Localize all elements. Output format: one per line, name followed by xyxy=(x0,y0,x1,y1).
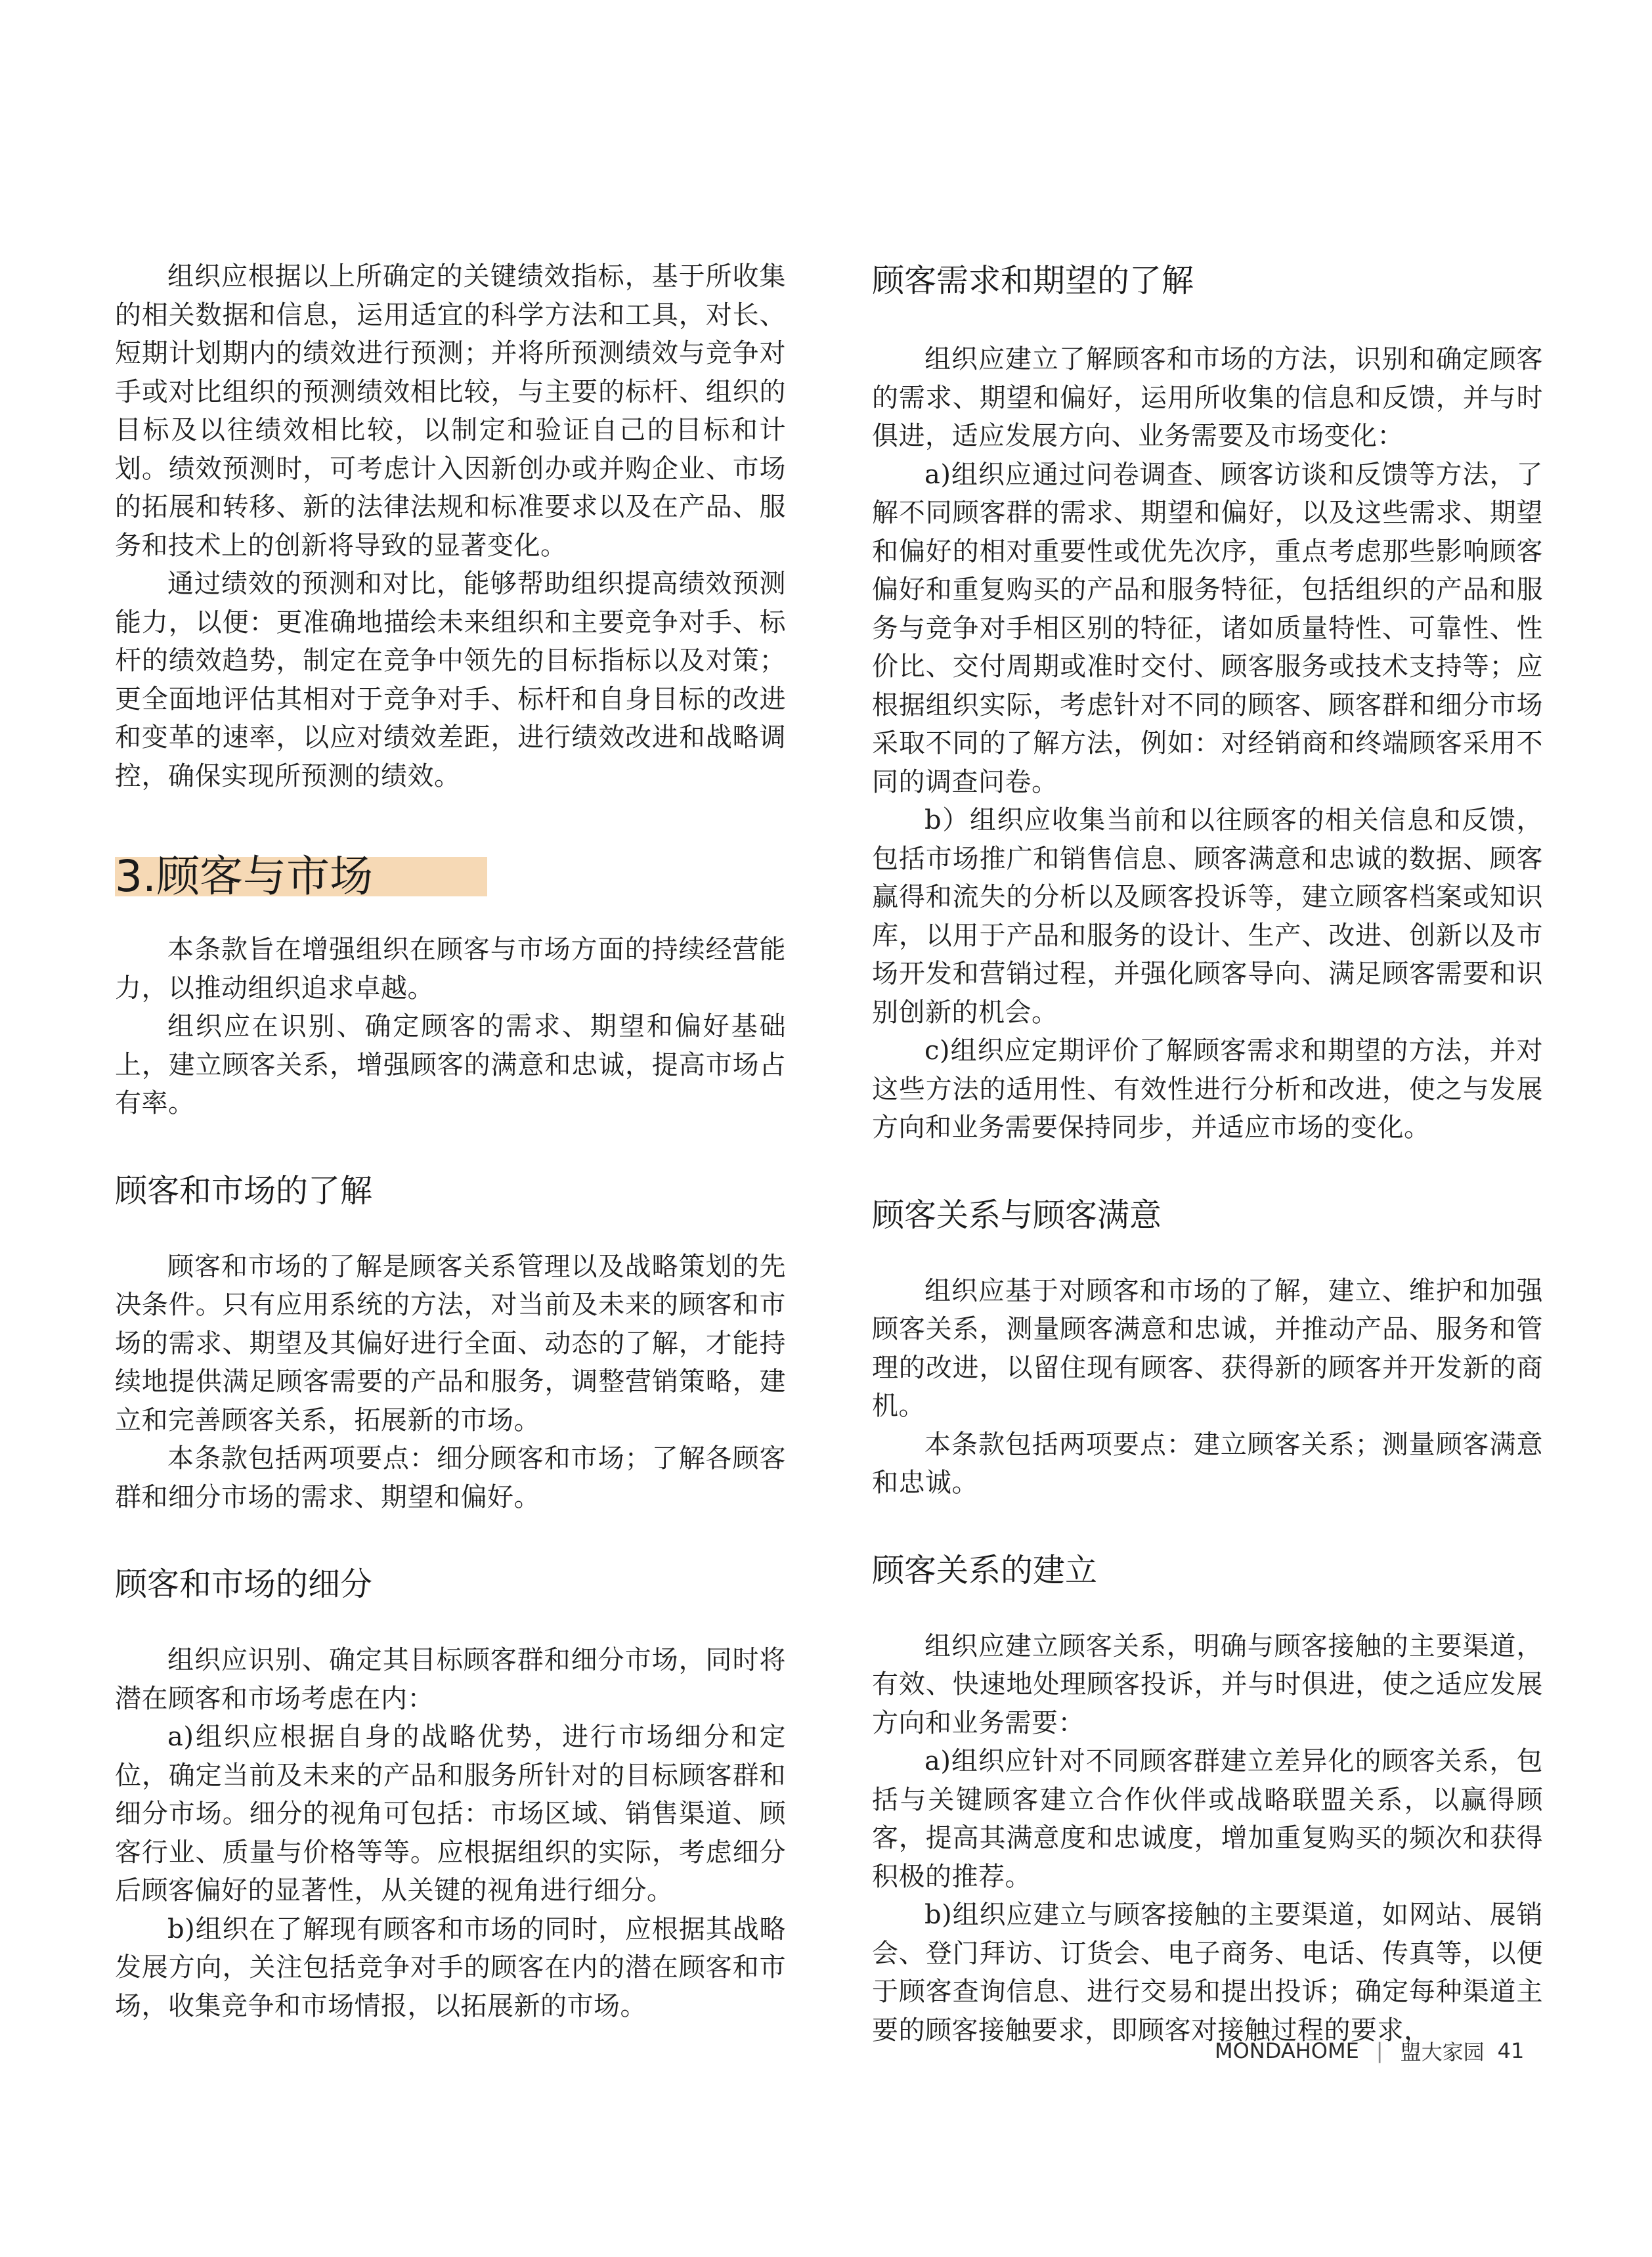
paragraph-segmentation-intro: 组织应识别、确定其目标顾客群和细分市场，同时将潜在顾客和市场考虑在内： xyxy=(115,1645,786,1714)
left-column xyxy=(115,257,786,2025)
heading-customer-market-segmentation: 顾客和市场的细分 xyxy=(115,1566,373,1603)
paragraph-segmentation-a: a)组织应根据自身的战略优势，进行市场细分和定位，确定当前及未来的产品和服务所针对的目标顾客群和细分市场。细分的视角可包括：市场区域、销售渠道、顾客行业、质量与价格等等。应根据组织的实际，考虑细分后顾客偏好的显著性，从关键的视角进行细分。 xyxy=(115,1722,786,1906)
paragraph-needs-c: c)组织应定期评价了解顾客需求和期望的方法，并对这些方法的适用性、有效性进行分析和改进，使之与发展方向和业务需要保持同步，并适应市场的变化。 xyxy=(872,1036,1543,1143)
paragraph-understanding-intro: 顾客和市场的了解是顾客关系管理以及战略策划的先决条件。只有应用系统的方法，对当前及未来的顾客和市场的需求、期望及其偏好进行全面、动态的了解，才能持续地提供满足顾客需要的产品和服务，调整营销策略，建立和完善顾客关系，拓展新的市场。 xyxy=(115,1251,786,1435)
right-column xyxy=(872,261,1543,2049)
page-footer xyxy=(1215,2036,1524,2066)
paragraph-understanding-points: 本条款包括两项要点：细分顾客和市场；了解各顾客群和细分市场的需求、期望和偏好。 xyxy=(115,1443,786,1512)
paragraph-clause-requirement: 组织应在识别、确定顾客的需求、期望和偏好基础上，建立顾客关系，增强顾客的满意和忠诚，提高市场占有率。 xyxy=(115,1011,786,1118)
paragraph-building-intro: 组织应建立顾客关系，明确与顾客接触的主要渠道，有效、快速地处理顾客投诉，并与时俱进，使之适应发展方向和业务需要： xyxy=(872,1631,1543,1738)
footer-brand: MONDAHOME xyxy=(1215,2038,1359,2063)
paragraph-needs-b: b）组织应收集当前和以往顾客的相关信息和反馈，包括市场推广和销售信息、顾客满意和忠诚的数据、顾客赢得和流失的分析以及顾客投诉等，建立顾客档案或知识库，以用于产品和服务的设计、生产、改进、创新以及市场开发和营销过程，并强化顾客导向、满足顾客需要和识别创新的机会。 xyxy=(872,805,1543,1028)
paragraph-relationship-points: 本条款包括两项要点：建立顾客关系；测量顾客满意和忠诚。 xyxy=(872,1429,1543,1498)
paragraph-needs-a: a)组织应通过问卷调查、顾客访谈和反馈等方法，了解不同顾客群的需求、期望和偏好，以及这些需求、期望和偏好的相对重要性或优先次序，重点考虑那些影响顾客偏好和重复购买的产品和服务特征，包括组织的产品和服务与竞争对手相区别的特征，诸如质量特性、可靠性、性价比、交付周期或准时交付、顾客服务或技术支持等；应根据组织实际，考虑针对不同的顾客、顾客群和细分市场采取不同的了解方法，例如：对经销商和终端顾客采用不同的调查问卷。 xyxy=(872,459,1543,797)
paragraph-clause-purpose: 本条款旨在增强组织在顾客与市场方面的持续经营能力，以推动组织追求卓越。 xyxy=(115,934,786,1003)
paragraph-performance-forecast: 组织应根据以上所确定的关键绩效指标，基于所收集的相关数据和信息，运用适宜的科学方法和工具，对长、短期计划期内的绩效进行预测；并将所预测绩效与竞争对手或对比组织的预测绩效相比较，与主要的标杆、组织的目标及以往绩效相比较，以制定和验证自己的目标和计划。绩效预测时，可考虑计入因新创办或并购企业、市场的拓展和转移、新的法律法规和标准要求以及在产品、服务和技术上的创新将导致的显著变化。 xyxy=(115,261,786,561)
heading-customer-relationship-building: 顾客关系的建立 xyxy=(872,1551,1098,1589)
paragraph-needs-intro: 组织应建立了解顾客和市场的方法，识别和确定顾客的需求、期望和偏好，运用所收集的信息和反馈，并与时俱进，适应发展方向、业务需要及市场变化： xyxy=(872,344,1543,451)
page-number: 41 xyxy=(1497,2038,1525,2063)
paragraph-building-a: a)组织应针对不同顾客群建立差异化的顾客关系，包括与关键顾客建立合作伙伴或战略联盟关系，以赢得顾客，提高其满意度和忠诚度，增加重复购买的频次和获得积极的推荐。 xyxy=(872,1746,1543,1892)
heading-customer-market-understanding: 顾客和市场的了解 xyxy=(115,1172,373,1210)
section-title: 3.顾客与市场 xyxy=(115,851,373,902)
paragraph-relationship-intro: 组织应基于对顾客和市场的了解，建立、维护和加强顾客关系，测量顾客满意和忠诚，并推动产品、服务和管理的改进，以留住现有顾客、获得新的顾客并开发新的商机。 xyxy=(872,1275,1543,1421)
section-heading xyxy=(115,851,786,902)
paragraph-building-b: b)组织应建立与顾客接触的主要渠道，如网站、展销会、登门拜访、订货会、电子商务、电话、传真等，以便于顾客查询信息、进行交易和提出投诉；确定每种渠道主要的顾客接触要求，即顾客对接触过程的要求， xyxy=(872,1900,1543,2046)
paragraph-segmentation-b: b)组织在了解现有顾客和市场的同时，应根据其战略发展方向，关注包括竞争对手的顾客在内的潜在顾客和市场，收集竞争和市场情报，以拓展新的市场。 xyxy=(115,1914,786,2021)
paragraph-performance-comparison: 通过绩效的预测和对比，能够帮助组织提高绩效预测能力，以便：更准确地描绘未来组织和主要竞争对手、标杆的绩效趋势，制定在竞争中领先的目标指标以及对策；更全面地评估其相对于竞争对手、标杆和自身目标的改进和变革的速率，以应对绩效差距，进行绩效改进和战略调控，确保实现所预测的绩效。 xyxy=(115,569,786,791)
footer-magazine-name: 盟大家园 xyxy=(1400,2040,1485,2065)
heading-customer-needs: 顾客需求和期望的了解 xyxy=(872,262,1194,299)
footer-separator: | xyxy=(1376,2038,1383,2063)
heading-customer-relationship-satisfaction: 顾客关系与顾客满意 xyxy=(872,1196,1162,1234)
